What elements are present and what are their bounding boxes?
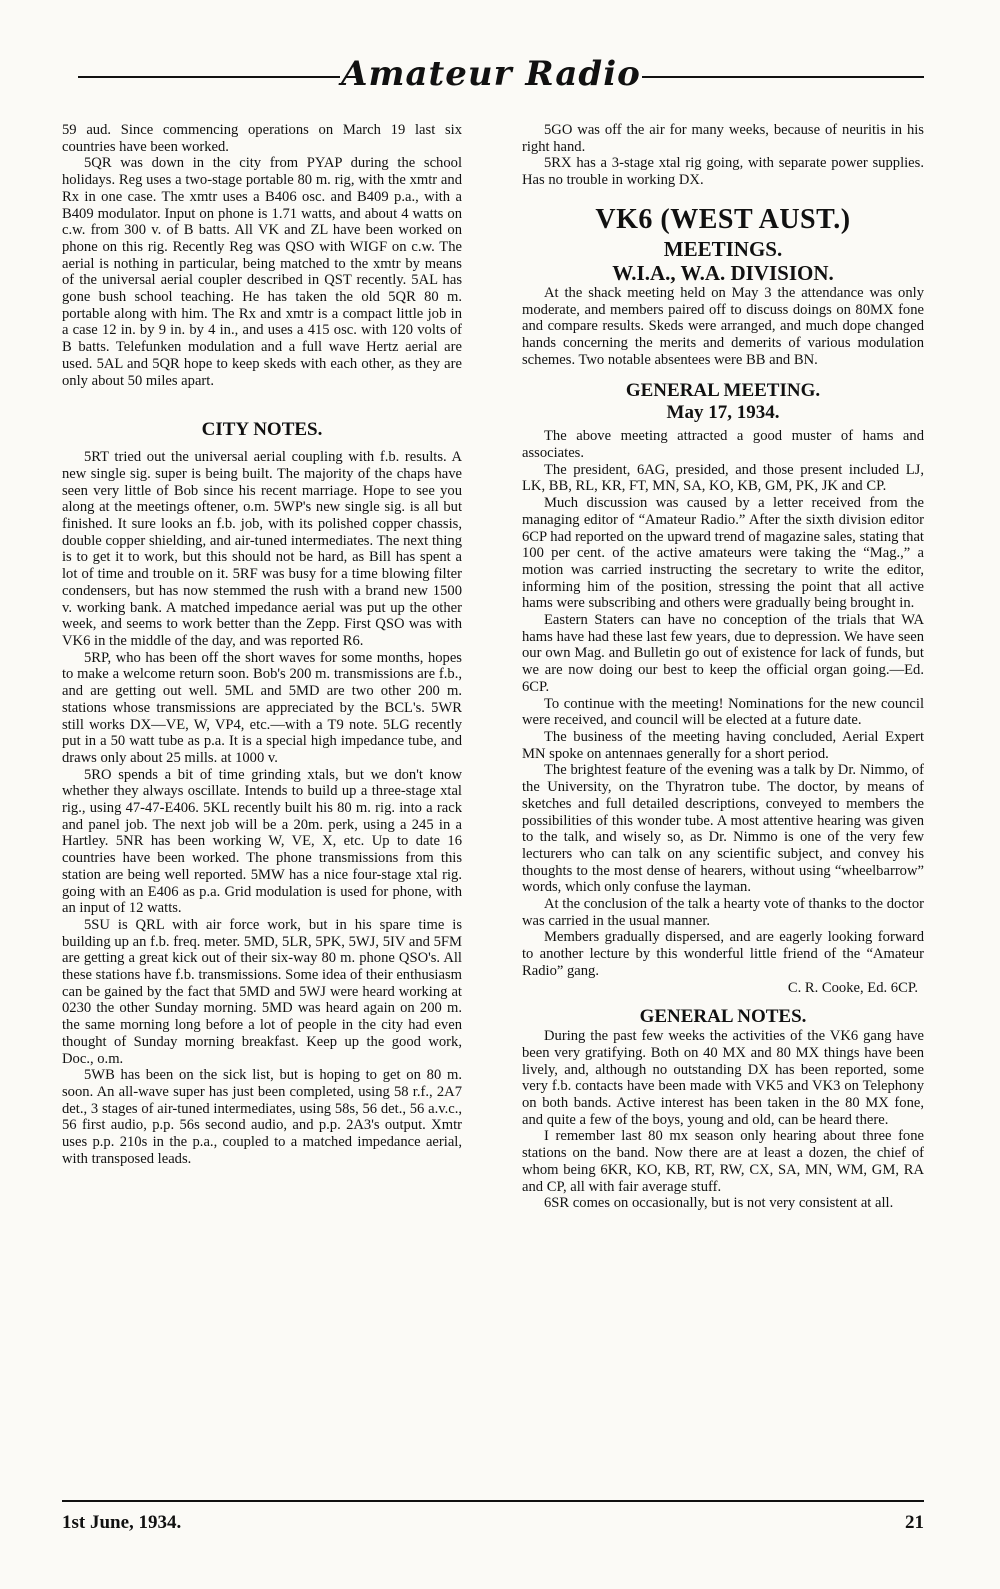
paragraph: 5RT tried out the universal aerial coupling with f.b. results. A new single sig. super is being built. The majority of the chaps have seen very little of Bob since his recent marriage. Hope to see you along at the meetings oftener, o.m. 5WP's new single sig. is all but finished. It sure looks an f.b. job, with its polished copper chassis, double copper shielding, and air-tuned intermediates. The next thing is to get it to work, but this should not be hard, as Bill has spent a lot of time and trouble on it. 5RF was busy for a time blowing filter condensers, but has now stemmed the rush with a brand new 1500 v. working bank. A matched impedance aerial was put up the other week, and seems to work better than the Zepp. First QSO was with VK6 in the middle of the day, and was reported R6.	[62, 449, 462, 649]
section-heading-general-notes: GENERAL NOTES.	[639, 1006, 807, 1028]
paragraph: To continue with the meeting! Nominations for the new council were received, and council will be elected at a future date.	[522, 695, 924, 729]
masthead	[78, 52, 924, 100]
paragraph: 59 aud. Since commencing operations on March 19 last six countries have been worked.	[62, 122, 462, 155]
paragraph: The business of the meeting having concluded, Aerial Expert MN spoke on antennaes generally for a short period.	[522, 728, 924, 762]
subheading-meetings: MEETINGS.	[663, 236, 783, 261]
section-heading-city-notes: CITY NOTES.	[201, 419, 323, 441]
page-number: 21	[905, 1512, 924, 1533]
paragraph: The above meeting attracted a good muster of hams and associates.	[522, 428, 924, 462]
subheading-wia-division: W.I.A., W.A. DIVISION.	[612, 260, 834, 285]
footer-rule	[62, 1500, 924, 1502]
left-column	[62, 122, 462, 1167]
paragraph: 5QR was down in the city from PYAP during the school holidays. Reg uses a two-stage portable 80 m. rig, with the xmtr and Rx in one case. The xmtr uses a B406 osc. and B409 p.a., with a B409 modulator. Input on phone is 1.71 watts, and about 4 watts on c.w. from 300 v. of B batts. All VK and ZL have been worked on phone on this rig. Recently Reg was QSO with WIGF on c.w. The aerial is nothing in particular, being matched to the xmtr by means of the universal aerial coupler described in QST recently. 5AL has gone bush school teaching. He has taken the old 5QR 80 m. portable along with him. The Rx and xmtr is a compact little job in a case 12 in. by 9 in. by 4 in., and uses a 415 osc. with 120 volts of B batts. Telefunken modulation and a full wave Hertz aerial are used. 5AL and 5QR hope to keep skeds with each other, as they are only about 50 miles apart.	[62, 155, 462, 389]
paragraph: 5SU is QRL with air force work, but in his spare time is building up an f.b. freq. meter. 5MD, 5LR, 5PK, 5WJ, 5IV and 5FM are getting a great kick out of their six-way 80 m. phone QSO's. All these stations have f.b. transmissions. Some idea of their enthusiasm can be gained by the fact that 5MD and 5WJ were heard working at 0230 the other Sunday morning. 5MD was heard again on 200 m. the same morning long before a lot of people in the city had even thought of Sunday morning breakfast. Keep up the good work, Doc., o.m.	[62, 916, 462, 1067]
paragraph: 5WB has been on the sick list, but is hoping to get on 80 m. soon. An all-wave super has just been completed, using 58 r.f., 2A7 det., 3 stages of air-tuned intermediates, using 58s, 56 det., 56 a.v.c., 56 first audio, p.p. 56s second audio, and p.p. 2A3's output. Xmtr uses p.p. 210s in the p.a., coupled to a matched impedance aerial, with transposed leads.	[62, 1067, 462, 1167]
right-column	[522, 122, 924, 1212]
section-heading-vk6: VK6 (WEST AUST.)	[595, 203, 851, 235]
paragraph: 5RO spends a bit of time grinding xtals, but we don't know whether they always oscillate. Intends to build up a three-stage xtal rig., using 47-47-E406. 5KL recently built his 80 m. rig. into a rack and panel job. The next job will be a 20m. perk, using a 245 in a Hartley. 5NR has been working W, VE, X, etc. Up to date 16 countries have been worked. The phone transmissions from this station are being well reported. 5MW has a nice four-stage xtal rig. going with an E406 as p.a. Grid modulation is used for phone, with an input of 12 watts.	[62, 766, 462, 917]
paragraph: 5GO was off the air for many weeks, because of neuritis in his right hand.	[522, 122, 924, 155]
paragraph: Much discussion was caused by a letter received from the managing editor of “Amateur Radio.” After the sixth division editor 6CP had reported on the upward trend of magazine sales, stating that 100 per cent. of the active amateurs were taking the “Mag.,” a motion was carried instructing the secretary to write the editor, informing him of the position, stressing the point that all active hams were subscribing and others were gradually being brought in.	[522, 495, 924, 612]
paragraph: The brightest feature of the evening was a talk by Dr. Nimmo, of the University, on the Thyratron tube. The doctor, by means of sketches and full detailed descriptions, conveyed to members the possibilities of this wonder tube. A most attentive hearing was given to the talk, and wisely so, as Dr. Nimmo is one of the very few lecturers who can talk on any scientific subject, and convey his thoughts to the most dense of hearers, without using “wheelbarrow” words, which only confuse the layman.	[522, 762, 924, 896]
paragraph: I remember last 80 mx season only hearing about three fone stations on the band. Now there are at least a dozen, the chief of whom being 6KR, KO, KB, RT, RW, CX, SA, MN, WM, GM, RA and CP, all with fair average stuff.	[522, 1128, 924, 1195]
issue-date: 1st June, 1934.	[62, 1512, 182, 1533]
paragraph: Members gradually dispersed, and are eagerly looking forward to another lecture by this wonderful little friend of the “Amateur Radio” gang.	[522, 929, 924, 979]
magazine-title: Amateur Radio	[341, 54, 641, 94]
paragraph: At the conclusion of the talk a hearty vote of thanks to the doctor was carried in the usual manner.	[522, 896, 924, 929]
paragraph: Eastern Staters can have no conception of the trials that WA hams have had these last few years, due to depression. We have seen our own Mag. and Bulletin go out of existence for lack of funds, but we are now doing our best to keep the official organ going.—Ed. 6CP.	[522, 612, 924, 695]
paragraph: At the shack meeting held on May 3 the attendance was only moderate, and members paired off to discuss doings on 80MX fone and compare results. Skeds were arranged, and much dope changed hands concerning the merits and demerits of various modulation schemes. Two notable absentees were BB and BN.	[522, 284, 924, 368]
section-heading-general-meeting: GENERAL MEETING.	[625, 380, 821, 402]
paragraph: The president, 6AG, presided, and those present included LJ, LK, BB, RL, KR, FT, MN, SA, KO, KB, GM, PK, JK and CP.	[522, 461, 924, 495]
meeting-date: May 17, 1934.	[666, 402, 780, 424]
paragraph: 5RX has a 3-stage xtal rig going, with separate power supplies. Has no trouble in working DX.	[522, 155, 924, 189]
paragraph: 5RP, who has been off the short waves for some months, hopes to make a welcome return soon. Bob's 200 m. transmissions are f.b., and are getting out well. 5ML and 5MD are two other 200 m. stations whose transmissions are appreciated by the BCL's. 5WR still works DX—VE, W, VP4, etc.—with a T9 note. 5LG recently put in a 50 watt tube as p.a. It is a special high impedance tube, and draws only about 25 mills. at 1000 v.	[62, 649, 462, 766]
paragraph: During the past few weeks the activities of the VK6 gang have been very gratifying. Both on 40 MX and 80 MX things have been lively, and, although no outstanding DX has been reported, some very f.b. contacts have been made with VK5 and VK3 on Telephony on both bands. Active interest has been taken in the 80 MX fone, and quite a few of the boys, young and old, can be heard there.	[522, 1028, 924, 1128]
signature: C. R. Cooke, Ed. 6CP.	[787, 979, 918, 996]
masthead-rule-left	[78, 76, 340, 78]
paragraph: 6SR comes on occasionally, but is not very consistent at all.	[544, 1195, 894, 1212]
masthead-rule-right	[642, 76, 924, 78]
